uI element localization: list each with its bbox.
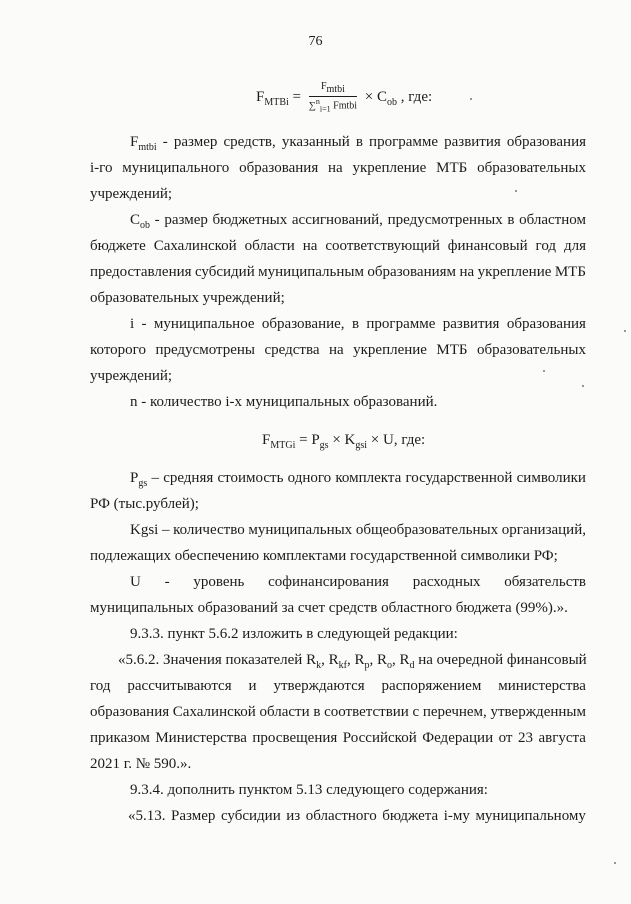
formula1-eq: = bbox=[292, 89, 302, 106]
p9-sub-k: k bbox=[316, 660, 322, 671]
page-number: 76 bbox=[308, 34, 323, 49]
p2-l1-w2: бюджетных bbox=[212, 212, 288, 228]
p11-l1-w0: «5.13. bbox=[128, 808, 166, 824]
p9-line5: 2021 г. № 590.». bbox=[90, 756, 192, 772]
p7-l1-w3: софинансирования bbox=[268, 574, 389, 590]
formula2-lhs-sub: MTGi bbox=[270, 440, 296, 451]
p1-symbol: $F_{mtbi}$ bbox=[130, 134, 157, 153]
p1-l2-w1: муниципального bbox=[122, 160, 230, 176]
p9-sub-p: p bbox=[364, 660, 370, 671]
p3-l1-w7: образования bbox=[506, 316, 586, 332]
p11-l1-w7: муниципальному bbox=[475, 808, 586, 824]
p1-l2-w3: на bbox=[328, 160, 343, 176]
p4-line1: n - количество i-х муниципальных образований. bbox=[130, 394, 438, 410]
p1-l1-w7: образования bbox=[506, 134, 586, 150]
p2-l1-w0: - bbox=[154, 212, 160, 228]
p1-l2-w6: образовательных bbox=[477, 160, 586, 176]
p3-l1-w0: i bbox=[130, 316, 135, 332]
formula1-times: × bbox=[364, 89, 374, 106]
p2-symbol: $C_{ob}$ bbox=[130, 212, 151, 231]
p8-line1: 9.3.3. пункт 5.6.2 изложить в следующей редакции: bbox=[130, 626, 458, 642]
p3-l2-w4: укрепление bbox=[353, 342, 427, 358]
p9-line2 bbox=[90, 679, 586, 694]
p9-line1 bbox=[118, 653, 587, 671]
p9-l2-w4: распоряжением bbox=[381, 678, 482, 694]
p6-line2: подлежащих обеспечению комплектами государственной символики РФ; bbox=[90, 548, 558, 564]
p1-l2-w0: i-го bbox=[90, 160, 113, 176]
p1-l2-w5: МТБ bbox=[436, 160, 468, 176]
p7-line1 bbox=[130, 575, 586, 590]
p2-l2-w6: год bbox=[535, 238, 557, 254]
p2-l3-w0: предоставления bbox=[90, 264, 192, 280]
p9-l1-b: на очередной финансовый bbox=[414, 652, 587, 668]
p1-line3: учреждений; bbox=[90, 186, 173, 202]
p11-l1-w5: бюджета bbox=[382, 808, 439, 824]
formula1-lhs: F bbox=[256, 89, 265, 106]
p1-l1-w5: программе bbox=[369, 134, 439, 150]
formula2-k: K bbox=[344, 432, 356, 448]
p2-line4: образовательных учреждений; bbox=[90, 290, 285, 306]
p9-l2-w0: год bbox=[90, 678, 111, 694]
p3-line1 bbox=[130, 317, 586, 332]
p9-c4: , R bbox=[391, 652, 410, 668]
formula-mtbi bbox=[256, 82, 432, 113]
p6-l1-w1: – bbox=[161, 522, 170, 538]
p1-l1-w3: указанный bbox=[281, 134, 350, 150]
p2-l1-w4: предусмотренных bbox=[387, 212, 503, 228]
p1-l1-w1: размер bbox=[173, 134, 218, 150]
p6-l1-w0: Kgsi bbox=[130, 522, 159, 538]
p9-l1-a: «5.6.2. Значения показателей R bbox=[118, 652, 317, 668]
p3-l2-w5: МТБ bbox=[436, 342, 468, 358]
p2-l3-w5: укрепление bbox=[477, 264, 552, 280]
p5-l1-w5: государственной bbox=[405, 470, 513, 486]
p5-symbol: $P_{gs}$ bbox=[130, 470, 148, 489]
p2-l2-w2: области bbox=[244, 238, 295, 254]
formula1-den-tail: Fmtbi bbox=[333, 100, 358, 112]
p9-l4-w5: от bbox=[498, 730, 513, 746]
p2-l1-w6: областном bbox=[519, 212, 586, 228]
p9-l4-w0: приказом bbox=[90, 730, 150, 746]
p11-l1-w2: субсидии bbox=[220, 808, 281, 824]
p9-l2-w3: утверждаются bbox=[273, 678, 365, 694]
formula2-p-sub: gs bbox=[319, 440, 329, 451]
p2-l2-w3: на bbox=[302, 238, 318, 254]
p2-l2-w4: соответствующий bbox=[325, 238, 440, 254]
formula2-times1: × bbox=[332, 432, 341, 448]
p7-l1-w2: уровень bbox=[193, 574, 245, 590]
p3-l2-w2: средства bbox=[264, 342, 320, 358]
p1-l2-w4: укрепление bbox=[352, 160, 427, 176]
p2-l3-w6: МТБ bbox=[554, 264, 586, 280]
p9-c1: , R bbox=[321, 652, 339, 668]
p9-l3-w3: в bbox=[313, 704, 321, 720]
p10-line1: 9.3.4. дополнить пунктом 5.13 следующего содержания: bbox=[130, 782, 488, 798]
p9-c2: , R bbox=[346, 652, 365, 668]
formula2-k-sub: gsi bbox=[355, 440, 368, 451]
formula1-rhs-sub: ob bbox=[387, 97, 398, 109]
p1-l1-w2: средств, bbox=[223, 134, 276, 150]
formula1-lhs-sub: MTBi bbox=[264, 97, 289, 109]
p1-l1-w4: в bbox=[355, 134, 363, 150]
scan-speck bbox=[582, 385, 584, 387]
p5-l1-w1: средняя bbox=[163, 470, 214, 486]
p9-l3-w6: перечнем, bbox=[422, 704, 487, 720]
formula2-eq: = bbox=[299, 432, 308, 448]
p6-l1-w4: общеобразовательных bbox=[355, 522, 499, 538]
p3-l1-w3: образование, bbox=[261, 316, 345, 332]
p6-l1-w5: организаций, bbox=[501, 522, 586, 538]
p11-line1 bbox=[128, 809, 586, 824]
p7-l1-w5: обязательств bbox=[504, 574, 586, 590]
p3-l1-w4: в bbox=[351, 316, 360, 332]
p9-l4-w7: августа bbox=[538, 730, 586, 746]
formula1-num-sub: mtbi bbox=[326, 84, 345, 95]
formula1-fraction bbox=[309, 82, 357, 113]
scan-speck bbox=[624, 330, 626, 332]
p2-l1-w1: размер bbox=[164, 212, 208, 228]
p11-l1-w4: областного bbox=[305, 808, 377, 824]
p2-l3-w2: муниципальным bbox=[258, 264, 364, 280]
p3-line2 bbox=[90, 343, 586, 358]
p1-l2-w2: образования bbox=[239, 160, 319, 176]
formula1-numerator bbox=[309, 82, 357, 97]
p3-l2-w0: которого bbox=[90, 342, 146, 358]
p2-l1-w5: в bbox=[507, 212, 515, 228]
formula1-num-sym: F bbox=[320, 81, 327, 92]
p2-l2-w5: финансовый bbox=[447, 238, 528, 254]
p9-l4-w2: просвещения bbox=[252, 730, 338, 746]
p7-l1-w1: - bbox=[164, 574, 170, 590]
p3-line3: учреждений; bbox=[90, 368, 173, 384]
scan-speck bbox=[614, 862, 616, 864]
p5-l1-w2: стоимость bbox=[217, 470, 284, 486]
p6-l1-w3: муниципальных bbox=[248, 522, 353, 538]
p9-l3-w0: образования bbox=[90, 704, 170, 720]
formula2-times2: × bbox=[370, 432, 380, 448]
p5-l1-w0: – bbox=[151, 470, 159, 486]
p3-l1-w5: программе bbox=[366, 316, 436, 332]
formula1-sum-sym: ∑ bbox=[308, 100, 316, 112]
p2-line2 bbox=[90, 239, 586, 254]
p5-l1-w4: комплекта bbox=[335, 470, 402, 486]
p11-l1-w1: Размер bbox=[171, 808, 216, 824]
p7-l1-w4: расходных bbox=[412, 574, 481, 590]
scan-speck bbox=[515, 190, 517, 192]
p2-l2-w0: бюджете bbox=[90, 238, 146, 254]
p9-line3 bbox=[90, 705, 586, 720]
p2-l2-w1: Сахалинской bbox=[153, 238, 237, 254]
formula2-p: P bbox=[311, 432, 320, 448]
p1-l1-w6: развития bbox=[444, 134, 501, 150]
scan-speck bbox=[543, 370, 545, 372]
p9-l2-w5: министерства bbox=[498, 678, 586, 694]
p11-l1-w3: из bbox=[286, 808, 301, 824]
p11-l1-w6: i-му bbox=[443, 808, 470, 824]
p7-line2: муниципальных образований за счет средств областного бюджета (99%).». bbox=[90, 600, 568, 616]
p9-l4-w4: Федерации bbox=[422, 730, 494, 746]
p1-line1 bbox=[130, 135, 586, 153]
p9-sub-kf: kf bbox=[338, 660, 347, 671]
p5-l1-w6: символики bbox=[516, 470, 586, 486]
p9-l3-w1: Сахалинской bbox=[172, 704, 256, 720]
p3-l1-w2: муниципальное bbox=[153, 316, 255, 332]
p9-l3-w2: области bbox=[259, 704, 310, 720]
p9-c3: , R bbox=[369, 652, 387, 668]
formula2-lhs: F bbox=[262, 432, 271, 448]
p2-line1 bbox=[130, 213, 586, 231]
p9-l4-w3: Российской bbox=[342, 730, 417, 746]
formula-mtgi bbox=[262, 433, 425, 451]
p1-l1-w0: - bbox=[162, 134, 168, 150]
p7-l1-w0: U bbox=[130, 574, 141, 590]
p5-l1-w3: одного bbox=[287, 470, 332, 486]
p2-l3-w4: на bbox=[459, 264, 475, 280]
p1-line2 bbox=[90, 161, 586, 176]
p9-l2-w1: рассчитываются bbox=[127, 678, 232, 694]
formula2-u: U bbox=[383, 432, 394, 448]
p9-l2-w2: и bbox=[248, 678, 257, 694]
p2-l2-w7: для bbox=[563, 238, 586, 254]
p9-l3-w7: утвержденным bbox=[490, 704, 586, 720]
formula1-tail: , где: bbox=[400, 89, 433, 106]
formula2-tail: , где: bbox=[393, 432, 426, 448]
p6-l1-w2: количество bbox=[173, 522, 245, 538]
p9-l3-w5: с bbox=[412, 704, 420, 720]
p3-l1-w6: развития bbox=[442, 316, 500, 332]
p9-l3-w4: соответствии bbox=[324, 704, 409, 720]
p2-l1-w3: ассигнований, bbox=[291, 212, 383, 228]
p3-l1-w1: - bbox=[141, 316, 147, 332]
p3-l2-w6: образовательных bbox=[477, 342, 586, 358]
p2-l3-w3: образованиям bbox=[367, 264, 457, 280]
p9-line4 bbox=[90, 731, 586, 746]
p9-l4-w6: 23 bbox=[517, 730, 533, 746]
p5-line1 bbox=[130, 471, 586, 489]
p6-line1 bbox=[130, 523, 586, 538]
p3-l2-w3: на bbox=[328, 342, 344, 358]
formula1-denominator bbox=[309, 97, 357, 113]
p9-sub-d: d bbox=[409, 660, 415, 671]
p9-l4-w1: Министерства bbox=[155, 730, 247, 746]
p3-l2-w1: предусмотрены bbox=[155, 342, 256, 358]
p5-line2: РФ (тыс.рублей); bbox=[90, 496, 199, 512]
formula1-sum-sub: i=1 bbox=[319, 104, 331, 114]
p2-line3 bbox=[90, 265, 586, 280]
scan-speck bbox=[470, 98, 472, 100]
formula1-rhs: C bbox=[377, 89, 388, 106]
p9-sub-o: o bbox=[386, 660, 392, 671]
formula1-sum-sup: n bbox=[315, 97, 320, 106]
p2-l3-w1: субсидий bbox=[194, 264, 255, 280]
